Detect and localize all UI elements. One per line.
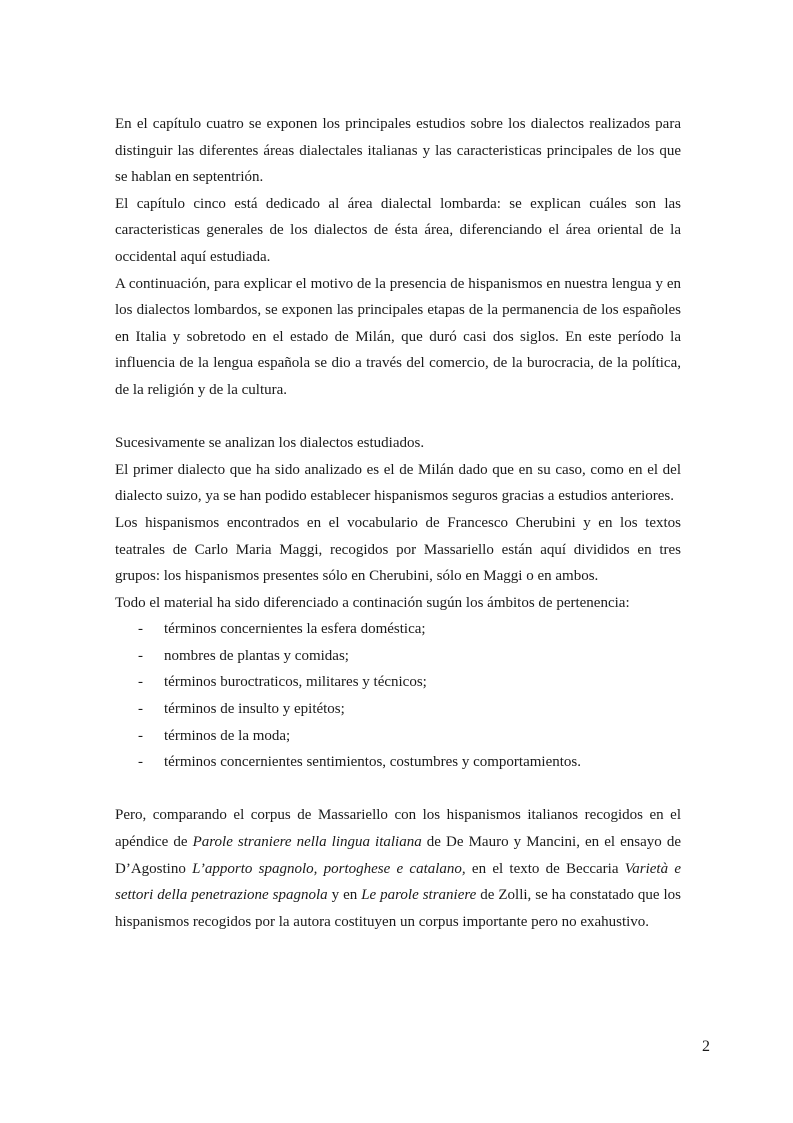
list-item-text: nombres de plantas y comidas; xyxy=(164,647,349,664)
book-title: Parole straniere nella lingua italiana xyxy=(192,834,422,851)
paragraph-chapter-five: El capítulo cinco está dedicado al área dialectal lombarda: se explican cuáles son las caracteristicas generales de los dialectos de ésta área, diferenciando el área oriental de la occidental aquí estudiada. xyxy=(115,195,681,265)
list-item xyxy=(115,696,681,723)
paragraph-milan-dialect: El primer dialecto que ha sido analizado es el de Milán dado que en su caso, como en el del dialecto suizo, ya se han podido establecer hispanismos seguros gracias a estudios anteriores. xyxy=(115,461,681,505)
dash-marker: - xyxy=(138,754,143,771)
text-run: en el texto de Beccaria xyxy=(465,860,625,877)
dash-marker: - xyxy=(138,647,143,664)
domains-list xyxy=(115,616,681,776)
paragraph-corpus-comparison xyxy=(115,802,681,935)
list-item xyxy=(115,643,681,670)
text-run: Pero, comparando el corpus de Massariello con los hispanismos italianos recogidos en el apéndice de xyxy=(115,807,681,851)
text-run: de De Mauro y Mancini, en el ensayo de D’Agostino xyxy=(115,834,681,877)
dash-marker: - xyxy=(138,701,143,718)
paragraph-chapter-four: En el capítulo cuatro se exponen los principales estudios sobre los dialectos realizados para distinguir las diferentes áreas dialectales italianas y las caracteristicas principales de los que se hablan en septentrión. xyxy=(115,116,681,186)
list-item xyxy=(115,723,681,750)
book-title: Le parole straniere xyxy=(361,887,477,904)
paragraph-gap xyxy=(115,404,681,431)
text-run: y en xyxy=(327,887,362,904)
page-number: 2 xyxy=(702,1038,710,1055)
dash-marker: - xyxy=(138,621,143,638)
body-text xyxy=(115,111,681,935)
list-item-text: términos concernientes la esfera doméstica; xyxy=(164,621,426,638)
text-run: de Zolli, se ha constatado que los hispanismos recogidos por la autora costituyen un corpus importante pero no exahustivo. xyxy=(115,887,681,930)
book-title: Varietà e settori della penetrazione spagnola xyxy=(115,860,681,904)
paragraph-spanish-presence: A continuación, para explicar el motivo de la presencia de hispanismos en nuestra lengua y en los dialectos lombardos, se exponen las principales etapas de la permanencia de los españoles en Italia y sobretodo en el estado de Milán, que duró casi dos siglos. En este período la influencia de la lengua española se dio a través del comercio, de la burocracia, de la política, de la religión y de la cultura. xyxy=(115,275,681,398)
dash-marker: - xyxy=(138,674,143,691)
paragraph-material-intro: Todo el material ha sido diferenciado a continación sugún los ámbitos de pertenencia: xyxy=(115,594,630,611)
list-item xyxy=(115,749,681,776)
paragraph-gap xyxy=(115,776,681,803)
list-item-text: términos de la moda; xyxy=(164,727,291,744)
paragraph-dialects-analyzed: Sucesivamente se analizan los dialectos estudiados. xyxy=(115,435,425,452)
dash-marker: - xyxy=(138,727,143,744)
paragraph-hispanisms-groups: Los hispanismos encontrados en el vocabulario de Francesco Cherubini y en los textos teatrales de Carlo Maria Maggi, recogidos por Massariello están aquí divididos en tres grupos: los hispanismos presentes sólo en Cherubini, sólo en Maggi o en ambos. xyxy=(115,514,681,585)
essay-title: L’apporto spagnolo, portoghese e catalano, xyxy=(192,860,466,877)
list-item-text: términos de insulto y epitétos; xyxy=(164,701,345,718)
list-item-text: términos buroctraticos, militares y técnicos; xyxy=(164,674,427,691)
list-item-text: términos concernientes sentimientos, costumbres y comportamientos. xyxy=(164,754,581,771)
list-item xyxy=(115,669,681,696)
list-item xyxy=(115,616,681,643)
